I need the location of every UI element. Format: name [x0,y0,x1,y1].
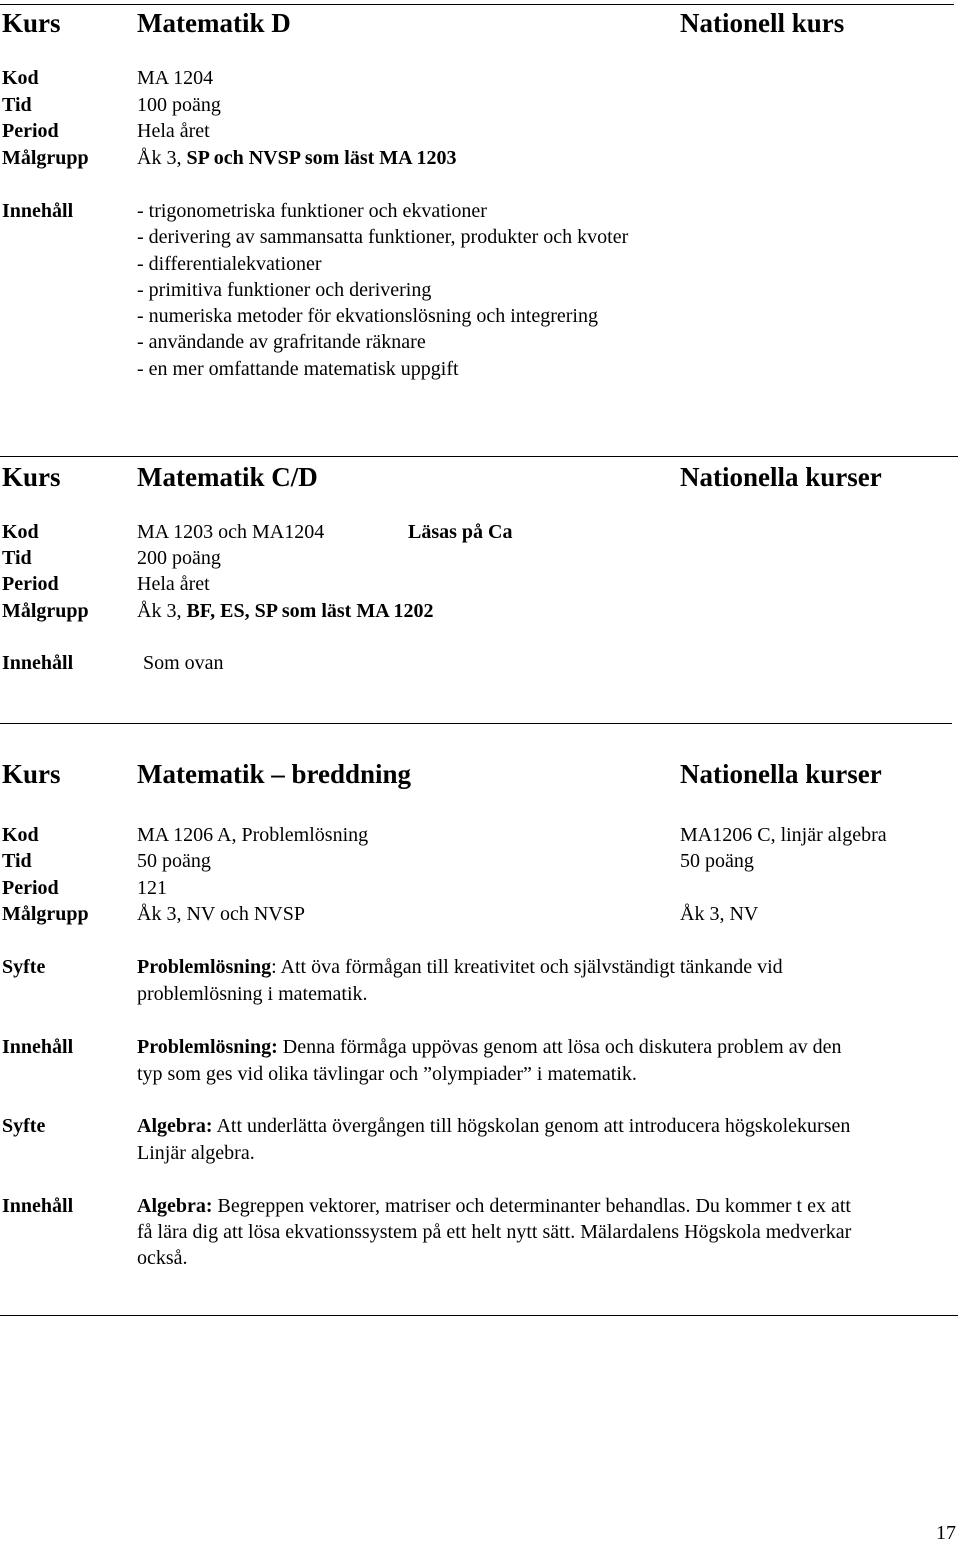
course-type: Nationell kurs [680,8,845,38]
innehall-problemlosning-line2: typ som ges vid olika tävlingar och ”olympiader” i matematik. [137,1063,637,1085]
value-period: 121 [137,877,167,899]
malgrupp-bold: SP och NVSP som läst MA 1203 [186,147,457,169]
value-tid: 100 poäng [137,94,221,116]
syfte-algebra-title: Algebra: [137,1115,213,1137]
label-malgrupp: Målgrupp [2,600,89,622]
innehall-problemlosning-text: Denna förmåga uppövas genom att lösa och diskutera problem av den [277,1036,842,1058]
value-kod: MA 1203 och MA1204 [137,521,325,543]
value-tid-a: 50 poäng [137,850,211,872]
value-malgrupp [137,145,456,171]
label-tid: Tid [2,850,32,872]
syfte-problemlosning-text: : Att öva förmågan till kreativitet och självständigt tänkande vid [271,956,783,978]
innehall-problemlosning-line1 [137,1034,842,1060]
course-label: Kurs [2,462,61,492]
label-innehall: Innehåll [2,1195,74,1217]
syfte-problemlosning-line1 [137,954,783,980]
value-tid: 200 poäng [137,547,221,569]
label-syfte: Syfte [2,956,46,978]
value-kod-c: MA1206 C, linjär algebra [680,824,887,846]
malgrupp-bold: BF, ES, SP som läst MA 1202 [186,600,434,622]
course-name: Matematik D [137,8,291,38]
content-item: - en mer omfattande matematisk uppgift [137,358,459,380]
value-period: Hela året [137,120,210,142]
page-number: 17 [936,1522,956,1544]
label-syfte: Syfte [2,1115,46,1137]
label-tid: Tid [2,94,32,116]
content-item: - användande av grafritande räknare [137,331,426,353]
label-innehall: Innehåll [2,652,74,674]
label-period: Period [2,573,59,595]
section-rule [0,456,958,457]
content-item: - derivering av sammansatta funktioner, produkter och kvoter [137,226,629,248]
label-innehall: Innehåll [2,1036,74,1058]
malgrupp-prefix: Åk 3, [137,147,182,169]
label-malgrupp: Målgrupp [2,147,89,169]
value-kod: MA 1204 [137,67,214,89]
syfte-algebra-text: Att underlätta övergången till högskolan genom att introducera högskolekursen [212,1115,851,1137]
course-label: Kurs [2,759,61,789]
course-label: Kurs [2,8,61,38]
value-tid-c: 50 poäng [680,850,754,872]
syfte-algebra-line2: Linjär algebra. [137,1142,255,1164]
value-innehall: Som ovan [143,652,224,674]
malgrupp-prefix: Åk 3, [137,600,182,622]
content-item: - trigonometriska funktioner och ekvationer [137,200,487,222]
innehall-algebra-line3: också. [137,1247,188,1269]
label-kod: Kod [2,521,39,543]
syfte-algebra-line1 [137,1113,850,1139]
content-item: - differentialekvationer [137,253,322,275]
innehall-algebra-line1 [137,1193,851,1219]
label-kod: Kod [2,824,39,846]
innehall-problemlosning-title: Problemlösning: [137,1036,278,1058]
course-name: Matematik C/D [137,462,318,492]
value-period: Hela året [137,573,210,595]
label-tid: Tid [2,547,32,569]
value-malgrupp-a: Åk 3, NV och NVSP [137,903,305,925]
kod-note: Läsas på Ca [408,521,513,543]
value-malgrupp-c: Åk 3, NV [680,903,759,925]
content-item: - primitiva funktioner och derivering [137,279,432,301]
innehall-algebra-text: Begreppen vektorer, matriser och determinanter behandlas. Du kommer t ex att [212,1195,851,1217]
course-type: Nationella kurser [680,462,882,492]
label-malgrupp: Målgrupp [2,903,89,925]
innehall-algebra-title: Algebra: [137,1195,213,1217]
top-rule [0,4,954,5]
innehall-algebra-line2: få lära dig att lösa ekvationssystem på ett helt nytt sätt. Mälardalens Högskola medverkar [137,1221,852,1243]
course-name: Matematik – breddning [137,759,412,789]
section-rule [0,723,952,724]
section-rule [0,1315,958,1316]
label-period: Period [2,120,59,142]
value-kod-a: MA 1206 A, Problemlösning [137,824,369,846]
label-innehall: Innehåll [2,200,74,222]
syfte-problemlosning-title: Problemlösning [137,956,272,978]
content-item: - numeriska metoder för ekvationslösning och integrering [137,305,598,327]
label-period: Period [2,877,59,899]
course-type: Nationella kurser [680,759,882,789]
syfte-problemlosning-line2: problemlösning i matematik. [137,983,368,1005]
label-kod: Kod [2,67,39,89]
value-malgrupp [137,598,434,624]
